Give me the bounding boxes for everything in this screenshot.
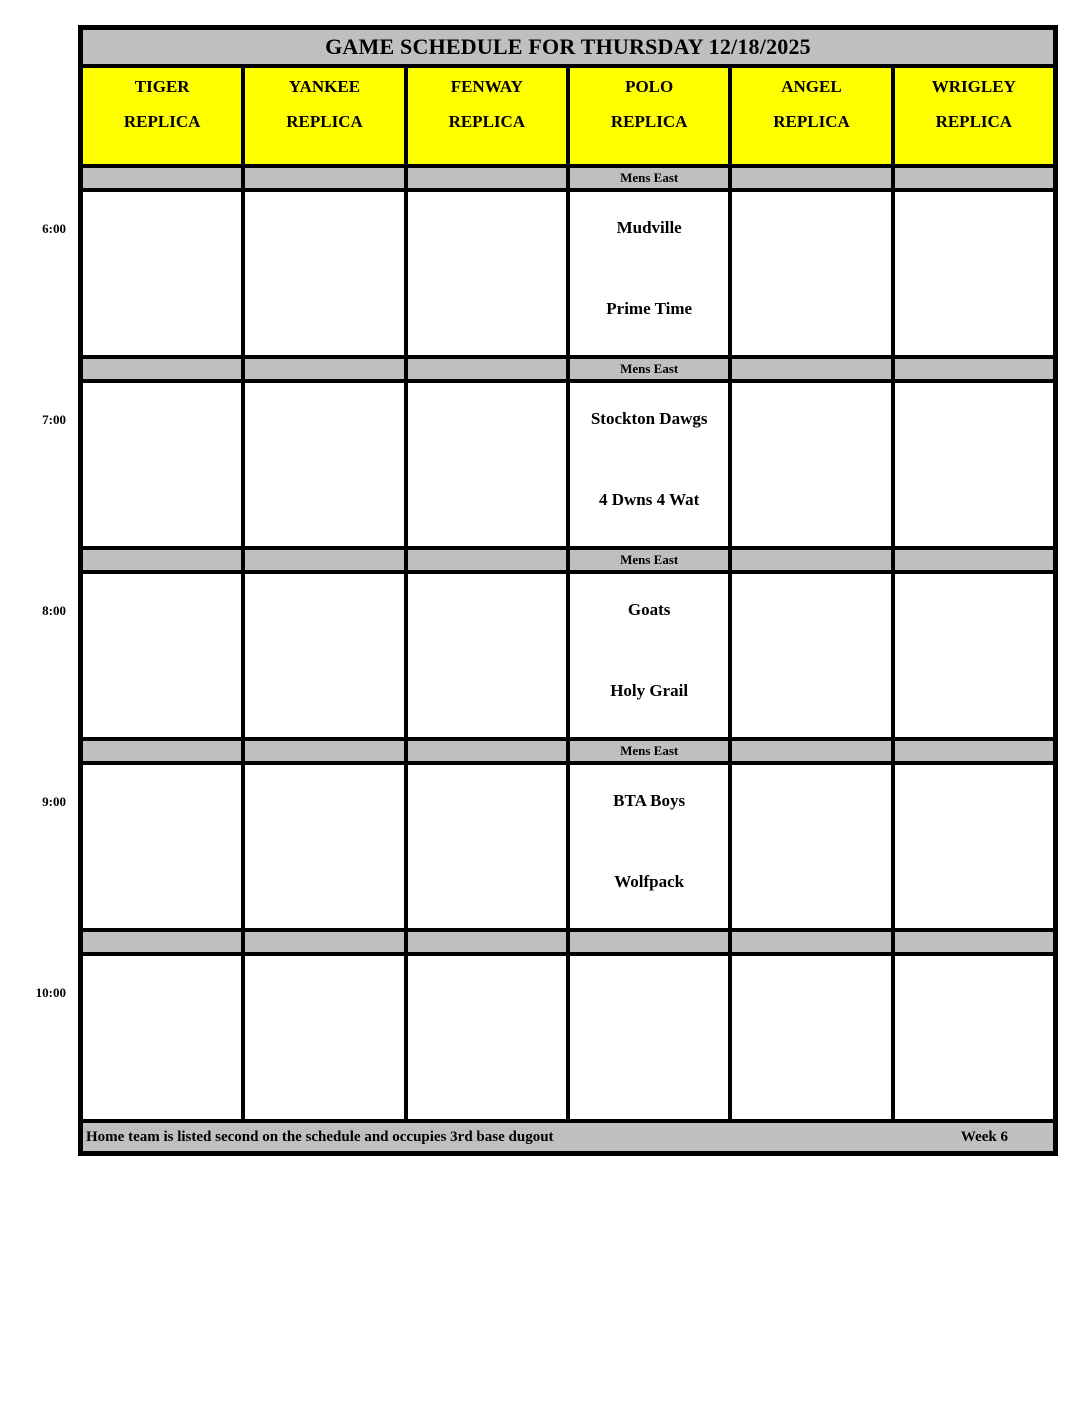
league-band-cell <box>570 932 728 952</box>
footer-bar <box>83 1123 1053 1151</box>
home-team-note: Home team is listed second on the schedule and occupies 3rd base dugout <box>86 1128 554 1145</box>
away-team: Mudville <box>616 218 682 237</box>
field-header-fenway <box>408 68 566 164</box>
field-type: REPLICA <box>773 112 850 131</box>
league-band-cell <box>408 741 566 761</box>
game-cell <box>732 383 890 546</box>
game-cell-polo <box>570 765 728 928</box>
league-band-cell <box>408 550 566 570</box>
field-name: FENWAY <box>450 77 523 96</box>
league-band-cell <box>895 550 1053 570</box>
time-label-9: 9:00 <box>42 794 66 809</box>
game-cell <box>732 192 890 355</box>
home-team: Prime Time <box>606 299 693 318</box>
game-cell <box>408 765 566 928</box>
field-header-tiger <box>83 68 241 164</box>
week-label: Week 6 <box>960 1128 1008 1145</box>
field-type: REPLICA <box>610 112 688 131</box>
league-band-cell <box>245 550 403 570</box>
league-band-cell <box>83 741 241 761</box>
game-cell <box>895 574 1053 737</box>
field-name: WRIGLEY <box>931 77 1016 96</box>
field-type: REPLICA <box>286 112 363 131</box>
schedule-title: GAME SCHEDULE FOR THURSDAY 12/18/2025 <box>83 30 1053 64</box>
away-team: Stockton Dawgs <box>590 409 708 428</box>
game-cell-polo <box>570 574 728 737</box>
time-label-7: 7:00 <box>42 412 66 427</box>
game-cell <box>83 765 241 928</box>
league-band-cell <box>732 932 890 952</box>
league-band-cell-polo: Mens East <box>570 741 728 761</box>
field-header-wrigley <box>895 68 1053 164</box>
game-cell <box>408 574 566 737</box>
league-band-cell <box>245 741 403 761</box>
schedule-table <box>78 25 1058 1156</box>
game-cell <box>83 956 241 1119</box>
league-band-cell-polo: Mens East <box>570 359 728 379</box>
league-band-cell <box>895 359 1053 379</box>
away-team: Goats <box>627 600 671 619</box>
game-cell <box>83 574 241 737</box>
game-cell <box>408 383 566 546</box>
home-team: Holy Grail <box>610 681 689 700</box>
home-team: Wolfpack <box>614 872 685 891</box>
game-cell <box>895 765 1053 928</box>
field-name: TIGER <box>134 77 190 96</box>
field-type: REPLICA <box>123 112 201 131</box>
league-band-cell <box>408 932 566 952</box>
game-cell <box>245 574 403 737</box>
league-band-cell <box>732 741 890 761</box>
league-band-cell <box>408 359 566 379</box>
game-cell <box>895 383 1053 546</box>
league-band-cell <box>732 168 890 188</box>
game-cell <box>245 383 403 546</box>
league-band-cell <box>245 168 403 188</box>
field-header-angel <box>732 68 890 164</box>
game-cell <box>408 956 566 1119</box>
home-team: 4 Dwns 4 Wat <box>599 490 700 509</box>
league-band-cell <box>732 550 890 570</box>
league-band-cell <box>895 741 1053 761</box>
game-cell <box>83 192 241 355</box>
league-band-cell <box>895 932 1053 952</box>
league-band-cell <box>83 359 241 379</box>
game-cell <box>570 956 728 1119</box>
league-band-cell <box>83 168 241 188</box>
game-cell <box>83 383 241 546</box>
field-type: REPLICA <box>448 112 526 131</box>
game-cell-polo <box>570 383 728 546</box>
field-header-yankee <box>245 68 403 164</box>
away-team: BTA Boys <box>613 791 686 810</box>
league-band-cell <box>245 932 403 952</box>
field-type: REPLICA <box>935 112 1013 131</box>
league-band-cell <box>83 550 241 570</box>
league-band-cell-polo: Mens East <box>570 550 728 570</box>
game-cell <box>245 765 403 928</box>
league-band-cell-polo: Mens East <box>570 168 728 188</box>
league-band-cell <box>895 168 1053 188</box>
game-cell <box>408 192 566 355</box>
time-label-6: 6:00 <box>42 221 66 236</box>
league-band-cell <box>732 359 890 379</box>
game-cell <box>245 192 403 355</box>
league-band-cell <box>83 932 241 952</box>
time-label-10: 10:00 <box>35 985 66 1000</box>
league-band-cell <box>245 359 403 379</box>
game-cell <box>732 765 890 928</box>
game-cell <box>732 956 890 1119</box>
field-name: ANGEL <box>781 77 842 96</box>
field-header-polo <box>570 68 728 164</box>
time-label-8: 8:00 <box>42 603 66 618</box>
field-name: YANKEE <box>288 77 361 96</box>
league-band-cell <box>408 168 566 188</box>
game-cell <box>895 192 1053 355</box>
game-cell <box>732 574 890 737</box>
game-cell-polo <box>570 192 728 355</box>
field-name: POLO <box>625 77 674 96</box>
game-cell <box>895 956 1053 1119</box>
game-cell <box>245 956 403 1119</box>
